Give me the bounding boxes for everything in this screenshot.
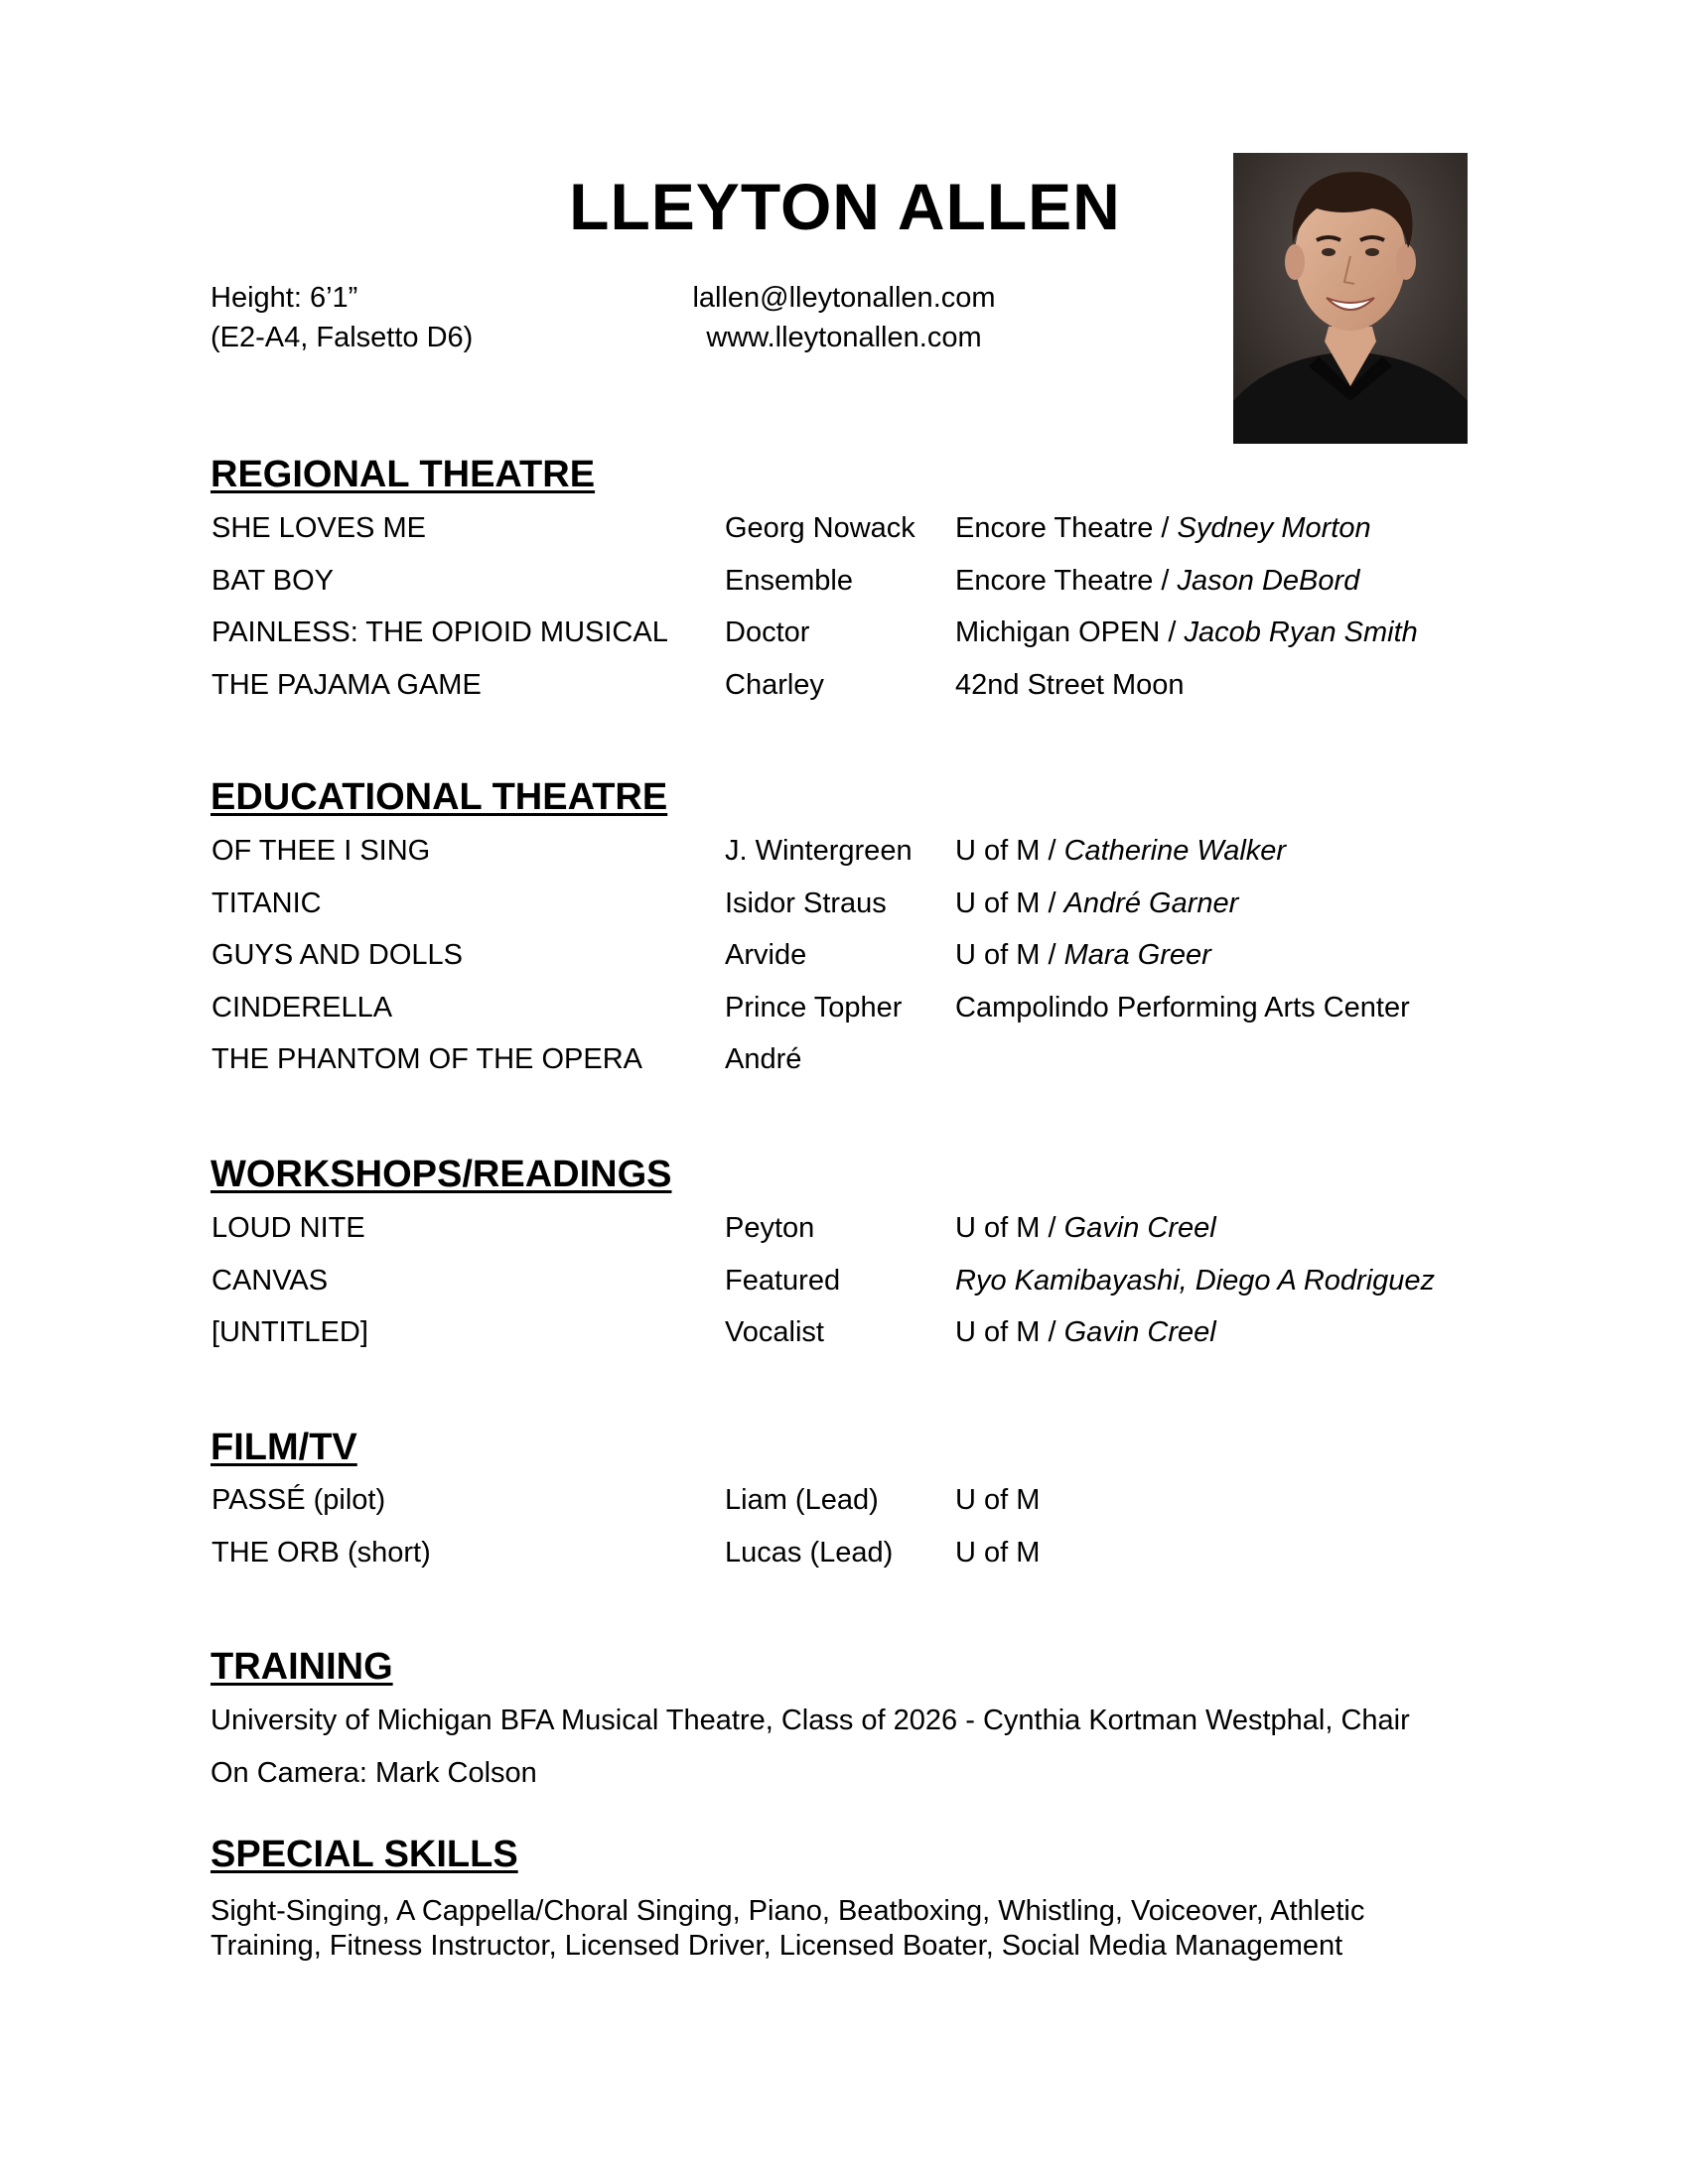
skills-line: Sight-Singing, A Cappella/Choral Singing, Piano, Beatboxing, Whistling, Voiceover, Athletic	[211, 1895, 1365, 1927]
director: Mara Greer	[1063, 939, 1211, 971]
show-title: GUYS AND DOLLS	[211, 939, 464, 971]
role: Doctor	[725, 616, 810, 648]
training-line: University of Michigan BFA Musical Theatre, Class of 2026 - Cynthia Kortman Westphal, Chair	[211, 1705, 1410, 1736]
show-title: CINDERELLA	[211, 991, 393, 1024]
show-title: PASSÉ (pilot)	[211, 1484, 386, 1516]
role: Charley	[725, 668, 824, 701]
venue-director	[955, 1260, 1435, 1301]
headshot-photo	[1233, 153, 1468, 444]
role: Ensemble	[725, 564, 853, 597]
director: Gavin Creel	[1063, 1212, 1216, 1244]
role: Georg Nowack	[725, 512, 915, 544]
venue: U of M /	[955, 1212, 1056, 1244]
section-title-film-tv: FILM/TV	[211, 1427, 357, 1468]
show-title: THE PHANTOM OF THE OPERA	[211, 1043, 642, 1075]
show-title: THE PAJAMA GAME	[211, 668, 482, 701]
venue: U of M /	[955, 887, 1056, 919]
role: Peyton	[725, 1212, 815, 1244]
educational-theatre-credits	[211, 830, 1491, 1091]
skills-line: Training, Fitness Instructor, Licensed Driver, Licensed Boater, Social Media Management	[211, 1930, 1343, 1962]
role: Isidor Straus	[725, 887, 887, 919]
venue-director	[955, 883, 1238, 924]
credit-row	[211, 1532, 1491, 1584]
role: Prince Topher	[725, 991, 903, 1024]
venue-director	[955, 507, 1371, 549]
venue: Encore Theatre /	[955, 512, 1170, 544]
credit-row	[211, 1311, 1491, 1364]
show-title: [UNTITLED]	[211, 1316, 368, 1348]
email-text: lallen@lleytonallen.com	[692, 282, 996, 314]
director: André Garner	[1063, 887, 1239, 919]
venue: U of M	[955, 1536, 1041, 1569]
show-title: LOUD NITE	[211, 1212, 365, 1244]
venue-director	[955, 664, 1185, 706]
venue-director	[955, 934, 1211, 976]
venue-director	[955, 1479, 1040, 1521]
venue-director	[955, 1207, 1216, 1249]
credit-row	[211, 1260, 1491, 1312]
training-line: On Camera: Mark Colson	[211, 1757, 537, 1789]
venue: Campolindo Performing Arts Center	[955, 991, 1410, 1024]
director: Ryo Kamibayashi, Diego A Rodriguez	[955, 1264, 1436, 1297]
workshops-readings-credits	[211, 1207, 1491, 1364]
credit-row	[211, 1038, 1491, 1091]
venue: U of M	[955, 1484, 1041, 1516]
director: Sydney Morton	[1177, 512, 1371, 544]
venue: 42nd Street Moon	[955, 668, 1185, 701]
section-title-training: TRAINING	[211, 1646, 393, 1688]
credit-row	[211, 612, 1491, 664]
venue: U of M /	[955, 1316, 1056, 1348]
credit-row	[211, 507, 1491, 560]
show-title: THE ORB (short)	[211, 1536, 431, 1569]
section-title-special-skills: SPECIAL SKILLS	[211, 1834, 518, 1875]
vocal-range-text: (E2-A4, Falsetto D6)	[211, 322, 474, 353]
credit-row	[211, 830, 1491, 883]
role: Arvide	[725, 939, 807, 971]
director: Catherine Walker	[1063, 835, 1287, 867]
credit-row	[211, 934, 1491, 987]
regional-theatre-credits	[211, 507, 1491, 716]
show-title: OF THEE I SING	[211, 835, 431, 867]
venue: Michigan OPEN /	[955, 616, 1177, 648]
venue-director	[955, 612, 1418, 653]
section-title-educational-theatre: EDUCATIONAL THEATRE	[211, 776, 668, 818]
role: J. Wintergreen	[725, 835, 913, 867]
role: Liam (Lead)	[725, 1484, 879, 1516]
show-title: CANVAS	[211, 1264, 329, 1297]
director: Jacob Ryan Smith	[1184, 616, 1418, 648]
venue-director	[955, 1311, 1216, 1353]
credit-row	[211, 1207, 1491, 1260]
height-text: Height: 6’1”	[211, 282, 358, 314]
show-title: SHE LOVES ME	[211, 512, 426, 544]
role: Vocalist	[725, 1316, 824, 1348]
section-title-workshops-readings: WORKSHOPS/READINGS	[211, 1154, 672, 1195]
credit-row	[211, 883, 1491, 935]
credit-row	[211, 560, 1491, 613]
venue: U of M /	[955, 835, 1056, 867]
credit-row	[211, 1479, 1491, 1532]
venue-director	[955, 987, 1410, 1028]
credit-row	[211, 987, 1491, 1039]
section-title-regional-theatre: REGIONAL THEATRE	[211, 454, 596, 495]
contact-block	[596, 278, 1092, 357]
role: Lucas (Lead)	[725, 1536, 894, 1569]
training-block	[211, 1700, 1501, 1805]
show-title: BAT BOY	[211, 564, 335, 597]
website-text: www.lleytonallen.com	[706, 322, 982, 353]
director: Gavin Creel	[1063, 1316, 1216, 1348]
credit-row	[211, 664, 1491, 717]
film-tv-credits	[211, 1479, 1491, 1583]
venue-director	[955, 1532, 1040, 1573]
show-title: TITANIC	[211, 887, 322, 919]
special-skills-text	[211, 1894, 1501, 1964]
venue-director	[955, 560, 1359, 602]
director: Jason DeBord	[1177, 564, 1360, 597]
role: André	[725, 1043, 802, 1075]
show-title: PAINLESS: THE OPIOID MUSICAL	[211, 616, 668, 648]
stats-block	[211, 278, 473, 357]
venue: Encore Theatre /	[955, 564, 1170, 597]
venue: U of M /	[955, 939, 1056, 971]
role: Featured	[725, 1264, 841, 1297]
performer-name: LLEYTON ALLEN	[569, 170, 1121, 243]
venue-director	[955, 830, 1286, 872]
